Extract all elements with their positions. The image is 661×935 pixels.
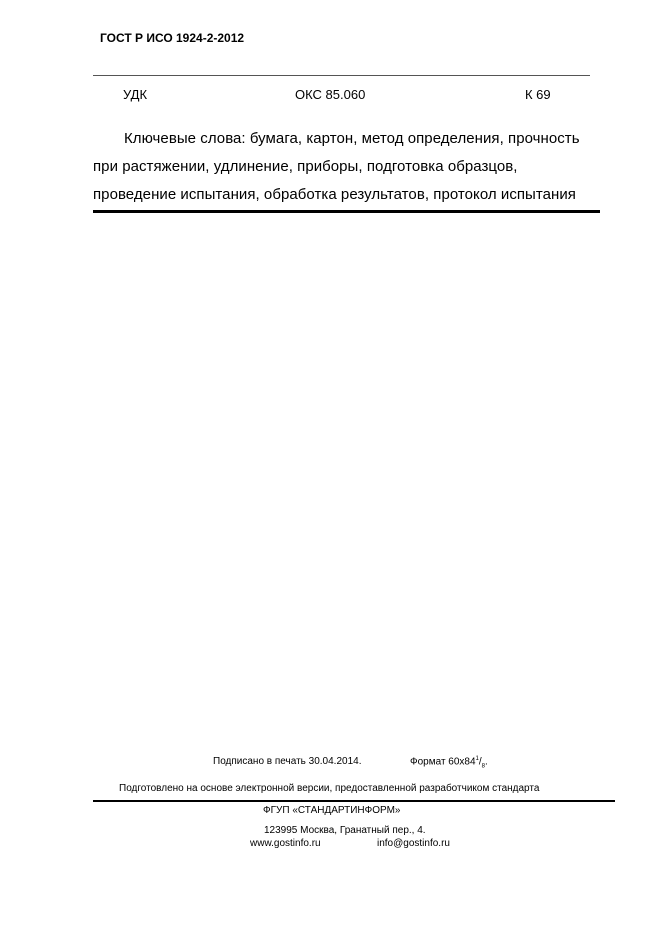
keywords-line-2: при растяжении, удлинение, приборы, подготовка образцов, [93,158,518,175]
prepared-note: Подготовлено на основе электронной версии, предоставленной разработчиком стандарта [119,783,540,794]
k-code: К 69 [525,87,551,102]
top-rule [93,75,590,76]
format-numerator: 1 [475,756,479,762]
publisher-address: 123995 Москва, Гранатный пер., 4. [264,825,426,836]
format-prefix: Формат 60x84 [410,756,476,768]
imprint-rule [93,800,615,802]
publisher-website: www.gostinfo.ru [250,838,321,849]
format-denominator: 8 [481,763,486,770]
paper-format: Формат $60x84^1/_8$. [410,756,488,770]
udk-label: УДК [123,87,148,102]
keywords-line-3: проведение испытания, обработка результатов, протокол испытания [93,186,576,203]
keywords-line-1: Ключевые слова: бумага, картон, метод определения, прочность [124,130,580,147]
document-code: ГОСТ Р ИСО 1924-2-2012 [100,31,245,45]
signed-date: Подписано в печать 30.04.2014. [213,756,362,767]
publisher-email: info@gostinfo.ru [377,838,450,849]
keywords-rule [93,210,600,213]
format-suffix: . [485,756,488,768]
publisher-name: ФГУП «СТАНДАРТИНФОРМ» [263,805,401,816]
oks-code: ОКС 85.060 [295,87,366,102]
